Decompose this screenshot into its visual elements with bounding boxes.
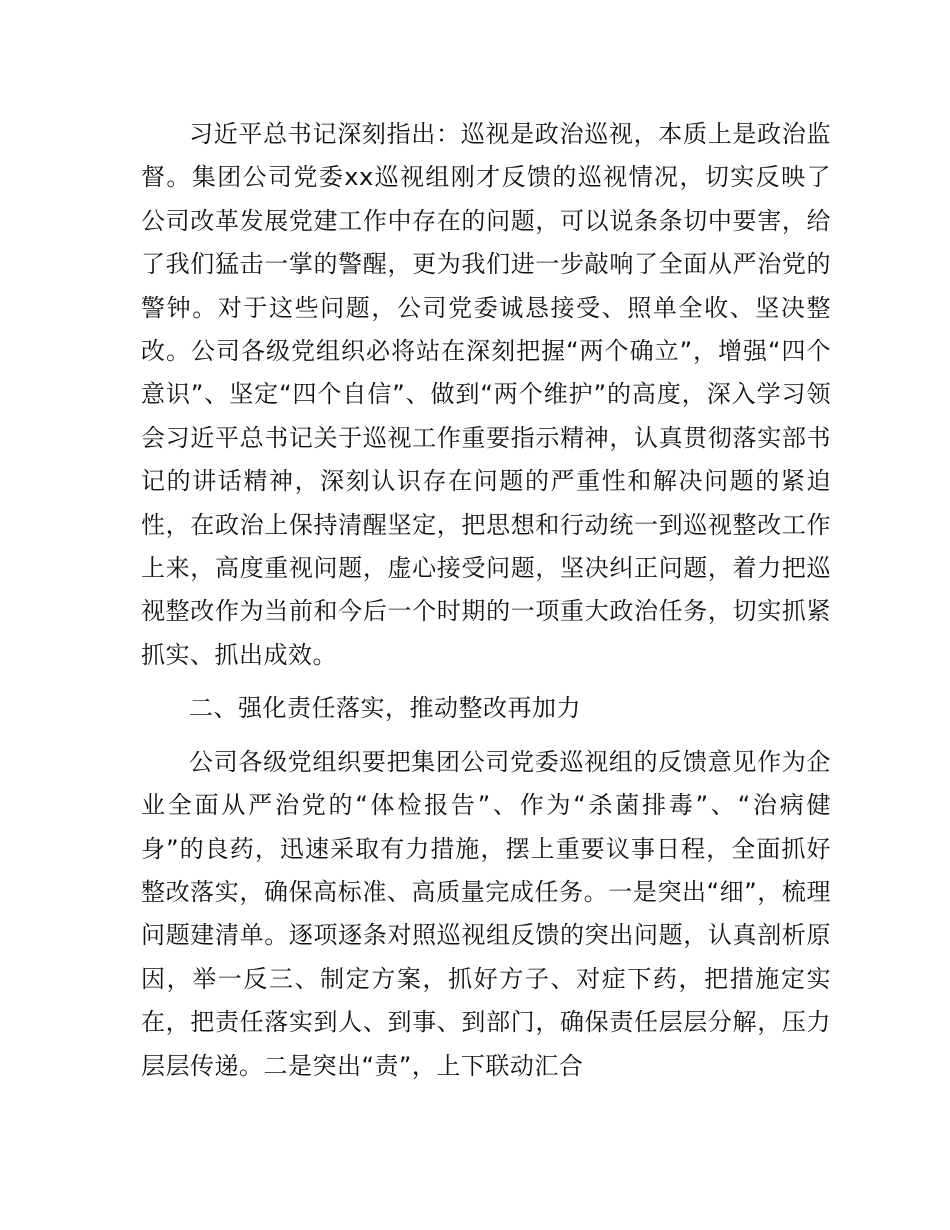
paragraph-intro: 习近平总书记深刻指出：巡视是政治巡视，本质上是政治监督。集团公司党委xx巡视组刚才反馈的巡视情况，切实反映了公司改革发展党建工作中存在的问题，可以说条条切中要害，给了我们猛击一掌的警醒，更为我们进一步敲响了全面从严治党的警钟。对于这些问题，公司党委诚恳接受、照单全收、坚决整改。公司各级党组织必将站在深刻把握“两个确立”，增强“四个意识”、坚定“四个自信”、做到“两个维护”的高度，深入学习领会习近平总书记关于巡视工作重要指示精神，认真贯彻落实部书记的讲话精神，深刻认识存在问题的严重性和解决问题的紧迫性，在政治上保持清醒坚定，把思想和行动统一到巡视整改工作上来，高度重视问题，虚心接受问题，坚决纠正问题，着力把巡视整改作为当前和今后一个时期的一项重大政治任务，切实抓紧抓实、抓出成效。 — [141, 120, 831, 669]
paragraph-section-two: 公司各级党组织要把集团公司党委巡视组的反馈意见作为企业全面从严治党的“体检报告”、作为“杀菌排毒”、“治病健身”的良药，迅速采取有力措施，摆上重要议事日程，全面抓好整改落实，确保高标准、高质量完成任务。一是突出“细”，梳理问题建清单。逐项逐条对照巡视组反馈的突出问题，认真剖析原因，举一反三、制定方案，抓好方子、对症下药，把措施定实在，把责任落实到人、到事、到部门，确保责任层层分解，压力层层传递。二是突出“责”，上下联动汇合 — [141, 747, 831, 1080]
document-body — [141, 113, 831, 1098]
section-heading: 二、强化责任落实，推动整改再加力 — [189, 694, 581, 723]
